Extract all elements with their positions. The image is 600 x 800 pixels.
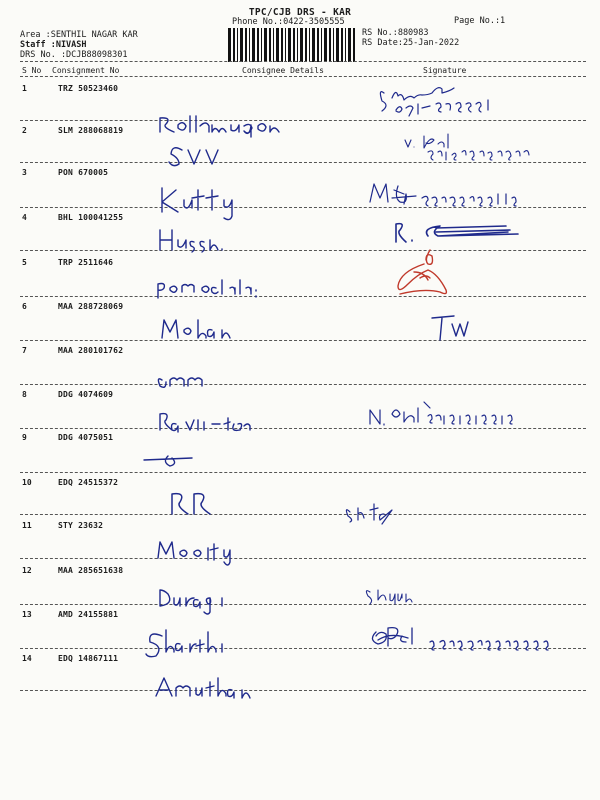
col-consignment-header: Consignment No [52, 66, 120, 75]
handwritten-signature-4 [396, 224, 518, 242]
handwritten-consignee-12 [160, 590, 222, 614]
handwritten-signature-5 [398, 250, 446, 294]
col-consignee-header: Consignee Details [242, 66, 324, 75]
handwritten-signature-6 [432, 316, 468, 340]
document-title: TPC/CJB DRS - KAR [248, 7, 352, 18]
row-consignment-number: TRP 2511646 [58, 258, 114, 267]
row-consignment-number: STY 23632 [58, 521, 104, 530]
row-consignment-number: EDQ 24515372 [58, 478, 119, 487]
row-serial-number: 3 [22, 168, 27, 177]
handwritten-consignee-10 [172, 494, 210, 514]
handwritten-signature-2 [405, 134, 529, 160]
row-consignment-number: DDG 4074609 [58, 390, 114, 399]
handwritten-consignee-9 [144, 456, 192, 466]
col-signature-header: Signature [423, 66, 467, 75]
row-serial-number: 2 [22, 126, 27, 135]
row-consignment-number: DDG 4075051 [58, 433, 114, 442]
row-serial-number: 13 [22, 610, 32, 619]
row-serial-number: 8 [22, 390, 27, 399]
staff-label: Staff :NIVASH [20, 40, 87, 50]
row-serial-number: 10 [22, 478, 32, 487]
handwritten-signature-13 [372, 628, 548, 650]
row-serial-number: 9 [22, 433, 27, 442]
handwritten-consignee-8 [160, 414, 250, 432]
handwritten-consignee-4 [160, 230, 222, 252]
handwritten-consignee-14 [156, 678, 250, 698]
row-serial-number: 7 [22, 346, 27, 355]
handwritten-consignee-3 [162, 188, 232, 220]
handwritten-consignee-7 [158, 378, 202, 387]
handwritten-consignee-6 [162, 320, 230, 338]
handwritten-consignee-13 [146, 630, 222, 657]
handwritten-consignee-1 [160, 116, 279, 137]
row-serial-number: 14 [22, 654, 32, 663]
rs-date: RS Date:25-Jan-2022 [362, 38, 460, 48]
page-number: Page No.:1 [454, 16, 506, 26]
row-serial-number: 5 [22, 258, 27, 267]
handwritten-signature-3 [370, 184, 516, 206]
row-consignment-number: EDQ 14867111 [58, 654, 119, 663]
handwritten-signature-8 [370, 402, 512, 425]
handwritten-consignee-11 [158, 542, 230, 565]
handwritten-consignee-2 [169, 148, 218, 166]
row-consignment-number: SLM 288068819 [58, 126, 124, 135]
col-sno-header: S No [22, 66, 42, 75]
handwritten-signature-1 [380, 88, 488, 116]
row-consignment-number: MAA 288728069 [58, 302, 124, 311]
phone-number: Phone No.:0422-3505555 [232, 17, 345, 27]
drs-number: DRS No. :DCJB88098301 [20, 50, 128, 60]
handwritten-signature-10 [346, 504, 392, 524]
handwritten-consignee-5 [158, 280, 256, 298]
row-serial-number: 4 [22, 213, 27, 222]
row-consignment-number: PON 670005 [58, 168, 109, 177]
area-label: Area :SENTHIL NAGAR KAR [20, 30, 138, 40]
rs-number: RS No.:880983 [362, 28, 429, 38]
row-consignment-number: AMD 24155881 [58, 610, 119, 619]
row-consignment-number: MAA 285651638 [58, 566, 124, 575]
row-consignment-number: BHL 100041255 [58, 213, 124, 222]
row-serial-number: 11 [22, 521, 32, 530]
row-serial-number: 12 [22, 566, 32, 575]
row-consignment-number: TRZ 50523460 [58, 84, 119, 93]
handwritten-signature-12 [366, 590, 412, 604]
row-consignment-number: MAA 280101762 [58, 346, 124, 355]
row-serial-number: 6 [22, 302, 27, 311]
row-serial-number: 1 [22, 84, 27, 93]
